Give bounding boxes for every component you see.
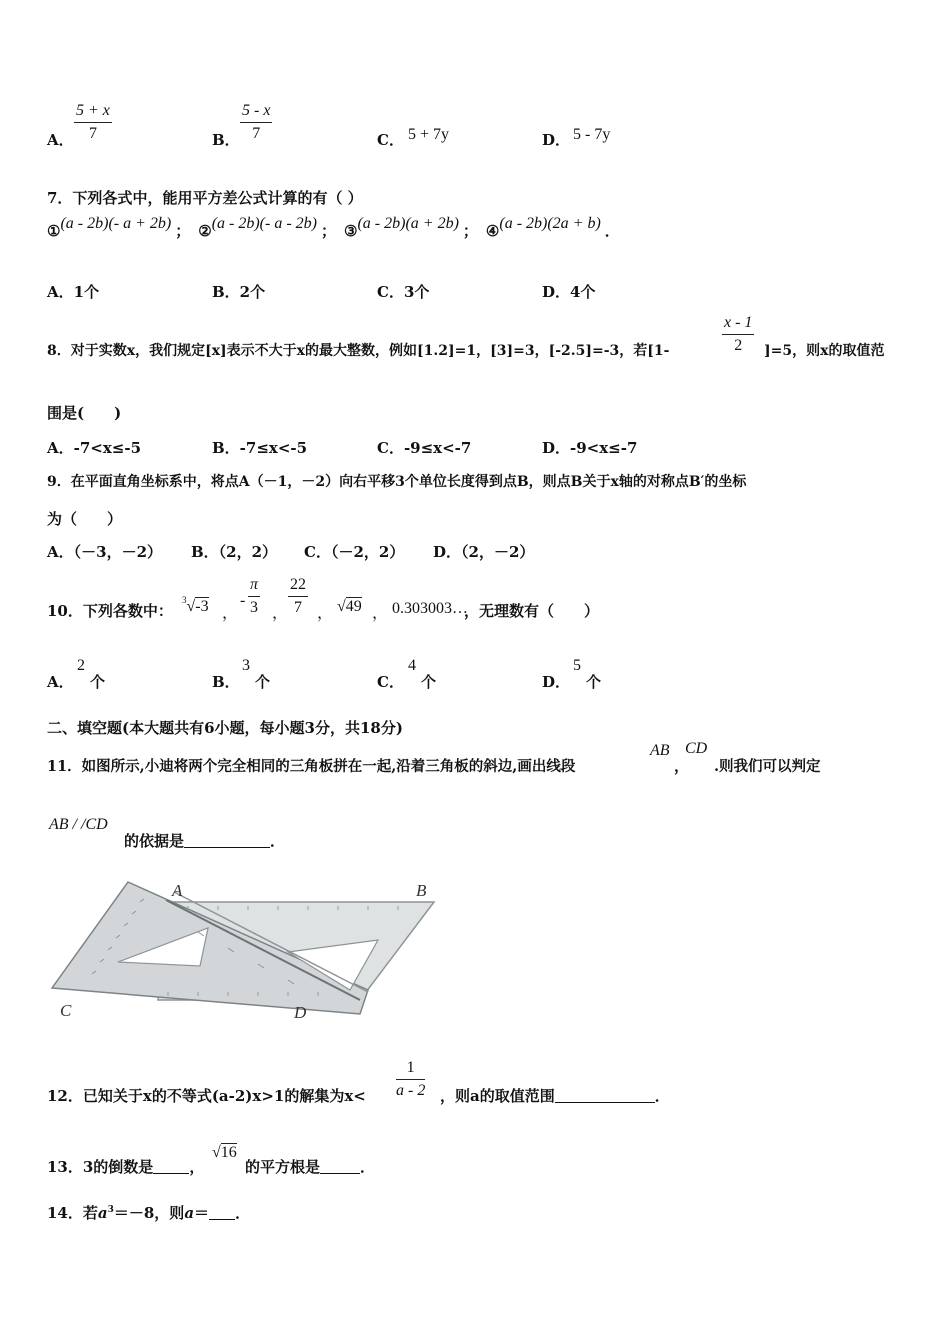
q10-decimal: 0.303003… <box>392 600 468 617</box>
q7-item-1-sep: ； <box>175 222 191 240</box>
q10-stem-prefix: 10．下列各数中： <box>47 602 173 620</box>
q6-option-b-fraction: $\frac{5 - x}{7}$ <box>242 102 271 142</box>
q14-answer-blank[interactable] <box>209 1205 235 1220</box>
q6-option-a-label: A． <box>47 131 74 149</box>
q8-stem-after: ]=5，则x的取值范 <box>764 343 885 359</box>
q6-option-a-fraction: $\frac{5 + x}{7}$ <box>76 102 110 142</box>
q13-part1: 13．3的倒数是 ， <box>47 1158 205 1176</box>
q10-option-d-unit: 个 <box>586 673 602 691</box>
q10-comma-1: ， <box>222 605 239 622</box>
q7-item-4-sep: ． <box>604 222 620 240</box>
q6-option-b-label: B． <box>212 131 240 149</box>
q12-fraction: $\frac{1}{a - 2}$ <box>396 1059 426 1099</box>
q6-option-d-expr: 5 - 7y <box>573 126 611 143</box>
q12-stem-after: ，则a的取值范围 ． <box>440 1087 670 1105</box>
q13-answer-blank-2[interactable] <box>320 1159 360 1174</box>
q9-option-a: A．（－3，－2） <box>47 543 163 561</box>
q10-cube-root-index: 3 <box>182 595 187 605</box>
q7-item-4-mark: ④ <box>485 222 500 240</box>
q10-option-d-label: D． <box>542 673 571 691</box>
q8-option-b: B．-7≤x<-5 <box>212 439 308 457</box>
q10-cube-root: $^3$√-3 <box>182 595 209 615</box>
q9-stem-line2: 为（ ） <box>47 510 123 528</box>
q13-sqrt: √16 <box>212 1144 237 1161</box>
q10-option-a-unit: 个 <box>90 673 106 691</box>
q8-option-d: D．-9<x≤-7 <box>542 439 638 457</box>
q10-fraction-22-7: $\frac{22}{7}$ <box>290 576 306 616</box>
q10-option-a-value: 2 <box>77 657 85 674</box>
q10-option-d-value: 5 <box>573 657 581 674</box>
q7-option-d: D．4个 <box>542 283 596 301</box>
q6-option-c-expr: 5 + 7y <box>408 126 450 143</box>
q11-ab: AB <box>650 742 670 759</box>
q7-items <box>47 215 620 241</box>
q12-stem-before: 12．已知关于x的不等式(a-2)x>1的解集为x< <box>47 1087 366 1105</box>
q10-option-b-unit: 个 <box>255 673 271 691</box>
q8-fraction: $\frac{x - 1}{2}$ <box>724 314 753 354</box>
q11-triangle-rulers-figure <box>48 872 440 1022</box>
q10-option-b-label: B． <box>212 673 240 691</box>
q9-stem-line1: 9．在平面直角坐标系中，将点A（－1，－2）向右平移3个单位长度得到点B，则点B关于x轴的对称点B′的坐标 <box>47 474 747 490</box>
q7-item-2-sep: ； <box>320 222 336 240</box>
q11-stem-end: .则我们可以判定 <box>714 758 821 775</box>
q10-minus: - <box>240 592 246 609</box>
q13-answer-blank-1[interactable] <box>153 1159 189 1174</box>
q7-item-2-expr: (a - 2b)(- a - 2b) <box>211 215 317 232</box>
q10-comma-4: ， <box>372 605 389 622</box>
q7-option-b: B．2个 <box>212 283 266 301</box>
q8-option-c: C．-9≤x<-7 <box>377 439 472 457</box>
q10-option-b-value: 3 <box>242 657 250 674</box>
q10-comma-2: ， <box>272 605 289 622</box>
label-c: C <box>60 1001 72 1020</box>
q9-option-d: D．（2，－2） <box>433 543 535 561</box>
q13-part2: 的平方根是 ． <box>245 1158 376 1176</box>
radical-icon: √ <box>186 598 196 615</box>
radical-icon: √ <box>212 1144 221 1161</box>
q11-stem: 11．如图所示,小迪将两个完全相同的三角板拼在一起,沿着三角板的斜边,画出线段 <box>47 758 576 775</box>
q6-option-c-label: C． <box>377 131 404 149</box>
q7-item-1-expr: (a - 2b)(- a + 2b) <box>60 215 172 232</box>
q7-item-3-expr: (a - 2b)(a + 2b) <box>357 215 459 232</box>
q11-comma: ， <box>674 757 690 775</box>
q11-parallel: AB / /CD <box>49 816 108 833</box>
q11-cd: CD <box>685 740 708 757</box>
q12-answer-blank[interactable] <box>555 1088 655 1103</box>
q6-option-d-label: D． <box>542 131 571 149</box>
q8-option-a: A．-7<x≤-5 <box>47 439 142 457</box>
q7-item-1-mark: ① <box>47 222 61 240</box>
radical-icon: √ <box>337 598 346 615</box>
q8-stem-line2: 围是( ) <box>47 404 122 422</box>
q7-item-2-mark: ② <box>198 222 212 240</box>
q11-answer-blank[interactable] <box>184 833 270 848</box>
q7-stem: 7．下列各式中，能用平方差公式计算的有（ ） <box>47 189 363 207</box>
q7-option-a: A．1个 <box>47 283 100 301</box>
q10-option-c-label: C． <box>377 673 404 691</box>
q14: 14．若$a^3=-8$，则a＝ ． <box>47 1204 251 1222</box>
label-d: D <box>294 1003 307 1022</box>
q7-item-3-mark: ③ <box>344 222 358 240</box>
q10-option-a-label: A． <box>47 673 74 691</box>
q10-option-c-value: 4 <box>408 657 416 674</box>
q10-stem-suffix: ，无理数有（ ） <box>464 602 600 620</box>
section-2-title: 二、填空题(本大题共有6小题，每小题3分，共18分) <box>47 719 403 737</box>
q11-line2: 的依据是 ． <box>124 832 286 850</box>
q7-item-4-expr: (a - 2b)(2a + b) <box>499 215 601 232</box>
q7-item-3-sep: ； <box>462 222 478 240</box>
q10-pi-fraction: $\frac{\pi}{3}$ <box>250 576 259 616</box>
q8-stem-before: 8．对于实数x，我们规定[x]表示不大于x的最大整数，例如[1.2]=1，[3]=3，[-2.5]=-3，若[1- <box>47 343 670 359</box>
q9-option-b: B．（2，2） <box>191 543 278 561</box>
label-b: B <box>416 881 427 900</box>
q7-option-c: C．3个 <box>377 283 430 301</box>
label-a: A <box>172 881 183 900</box>
q9-option-c: C．（－2，2） <box>304 543 405 561</box>
q10-sqrt: √49 <box>337 598 362 615</box>
q10-comma-3: ， <box>317 605 334 622</box>
q10-option-c-unit: 个 <box>421 673 437 691</box>
